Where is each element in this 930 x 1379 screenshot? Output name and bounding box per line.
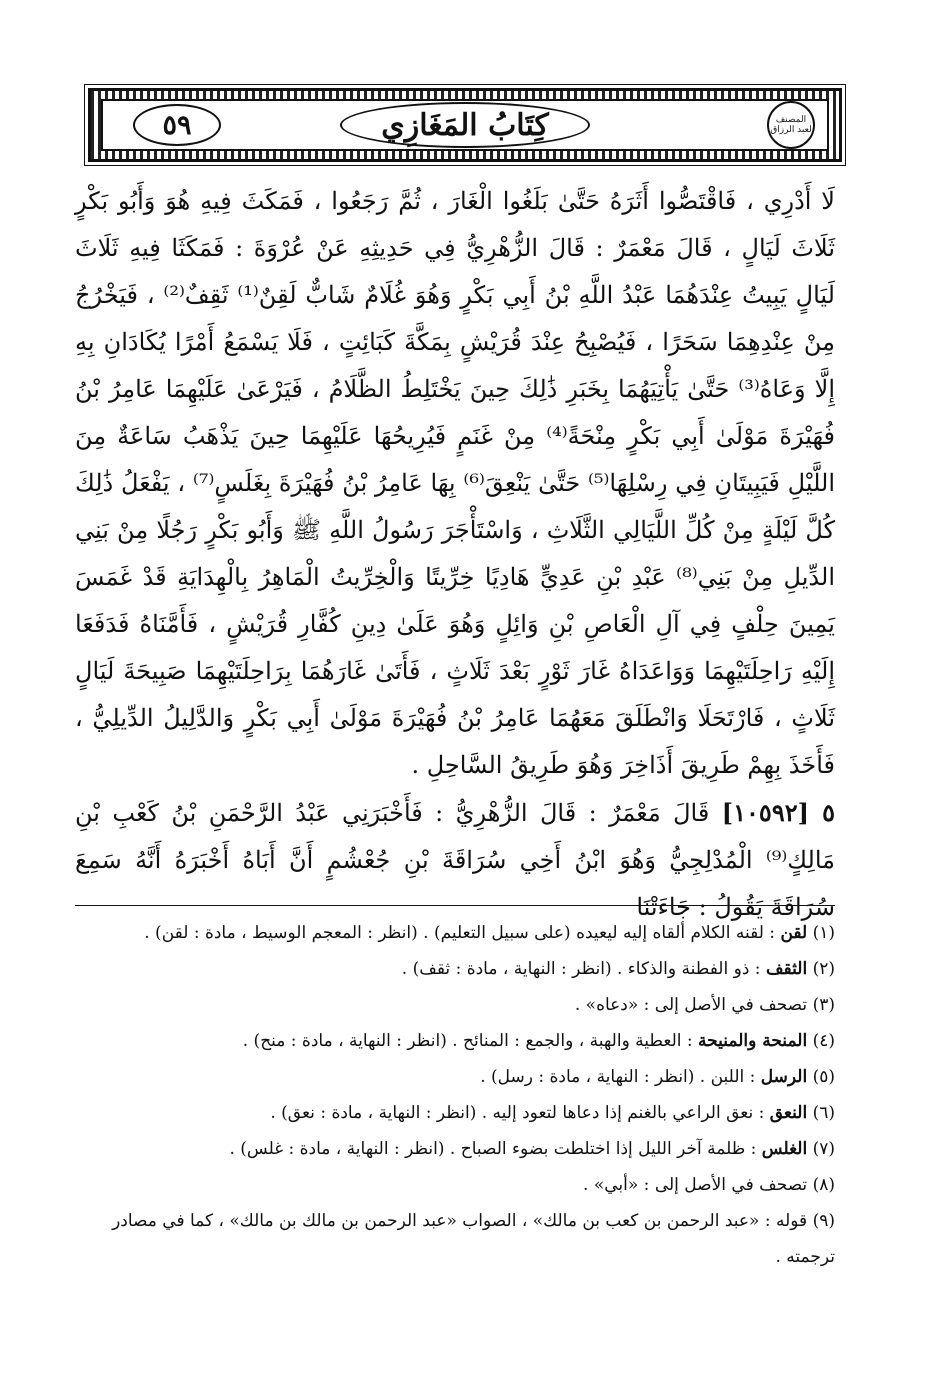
footnote: (٤) المنحة والمنيحة : العطية والهبة ، والجمع : المنائح . (انظر : النهاية ، مادة : منح) . [242, 1031, 835, 1051]
header-frame [101, 99, 829, 151]
main-text [75, 178, 835, 931]
paragraph-2-text: قَالَ مَعْمَرٌ : قَالَ الزُّهْرِيُّ : فَأَخْبَرَنِي عَبْدُ الرَّحْمَنِ بْنُ كَعْبِ بْنِ مَالِكٍ⁽⁹⁾ الْمُدْلِجِيُّ وَهُوَ ابْنُ أَخِي سُرَاقَةَ بْنِ جُعْشُمٍ أَنَّ أَبَاهُ أَخْبَرَهُ أَنَّهُ سَمِعَ سُرَاقَةَ يَقُولُ : جَاءَتْنَا [75, 799, 835, 921]
hadith-number: ٥ [١٠٥٩٢] [721, 798, 835, 827]
footnote: (٣) تصحف في الأصل إلى : «دعاه» . [574, 995, 835, 1015]
footnote: (٨) تصحف في الأصل إلى : «أبي» . [583, 1175, 835, 1195]
page-header [88, 88, 842, 162]
footnote: (٧) الغلس : ظلمة آخر الليل إذا اختلطت بضوء الصباح . (انظر : النهاية ، مادة : غلس) . [229, 1139, 835, 1159]
footnote: (٥) الرسل : اللبن . (انظر : النهاية ، مادة : رسل) . [480, 1067, 835, 1087]
paragraph-2 [75, 789, 835, 931]
chapter-title: كِتَابُ المَغَازِي [381, 107, 549, 143]
footnote: (٢) الثقف : ذو الفطنة والذكاء . (انظر : النهاية ، مادة : ثقف) . [401, 959, 835, 979]
footnote-continuation: ترجمته . [775, 1247, 835, 1267]
footnote: (٦) النعق : نعق الراعي بالغنم إذا دعاها لتعود إليه . (انظر : النهاية ، مادة : نعق) . [270, 1103, 835, 1123]
chapter-title-cartouche [340, 102, 590, 148]
emblem-text: المصنف لعبد الرزاق [770, 115, 812, 135]
footnote-divider [75, 905, 835, 906]
paragraph-1: لَا أَدْرِي ، فَاقْتَصُّوا أَثَرَهُ حَتَّىٰ بَلَغُوا الْغَارَ ، ثُمَّ رَجَعُوا ، فَمَكَثَ فِيهِ هُوَ وَأَبُو بَكْرٍ ثَلَاثَ لَيَالٍ ، قَالَ مَعْمَرٌ : قَالَ الزُّهْرِيُّ فِي حَدِيثِهِ عَنْ عُرْوَةَ : فَمَكَثَا فِيهِ ثَلَاثَ لَيَالٍ يَبِيتُ عِنْدَهُمَا عَبْدُ اللَّهِ بْنُ أَبِي بَكْرٍ وَهُوَ غُلَامٌ شَابٌّ لَقِنٌ⁽¹⁾ ثَقِفٌ⁽²⁾ ، فَيَخْرُجُ مِنْ عِنْدِهِمَا سَحَرًا ، فَيُصْبِحُ عِنْدَ قُرَيْشٍ بِمَكَّةَ كَبَائِتٍ ، فَلَا يَسْمَعُ أَمْرًا يُكَادَانِ بِهِ إِلَّا وَعَاهُ⁽³⁾ حَتَّىٰ يَأْتِيَهُمَا بِخَبَرِ ذَٰلِكَ حِينَ يَخْتَلِطُ الظَّلَامُ ، فَيَرْعَىٰ عَلَيْهِمَا عَامِرُ بْنُ فُهَيْرَةَ مَوْلَىٰ أَبِي بَكْرٍ مِنْحَةً⁽⁴⁾ مِنْ غَنَمٍ فَيُرِيحُهَا عَلَيْهِمَا حِينَ يَذْهَبُ سَاعَةٌ مِنَ اللَّيْلِ فَيَبِيتَانِ فِي رِسْلِهَا⁽⁵⁾ حَتَّىٰ يَنْعِقَ⁽⁶⁾ بِهَا عَامِرُ بْنُ فُهَيْرَةَ بِغَلَسٍ⁽⁷⁾ ، يَفْعَلُ ذَٰلِكَ كُلَّ لَيْلَةٍ مِنْ كُلِّ اللَّيَالِي الثَّلَاثِ ، وَاسْتَأْجَرَ رَسُولُ اللَّهِ ﷺ وَأَبُو بَكْرٍ رَجُلًا مِنْ بَنِي الدِّيلِ مِنْ بَنِي⁽⁸⁾ عَبْدِ بْنِ عَدِيٍّ هَادِيًا خِرِّيتًا وَالْخِرِّيتُ الْمَاهِرُ بِالْهِدَايَةِ قَدْ غَمَسَ يَمِينَ حِلْفٍ فِي آلِ الْعَاصِ بْنِ وَائِلٍ وَهُوَ عَلَىٰ دِينِ كُفَّارِ قُرَيْشٍ ، فَأَمَّنَاهُ فَدَفَعَا إِلَيْهِ رَاحِلَتَيْهِمَا وَوَاعَدَاهُ غَارَ ثَوْرٍ بَعْدَ ثَلَاثٍ ، فَأَتَىٰ غَارَهُمَا بِرَاحِلَتَيْهِمَا صَبِيحَةَ لَيَالٍ ثَلَاثٍ ، فَارْتَحَلَا وَانْطَلَقَ مَعَهُمَا عَامِرُ بْنُ فُهَيْرَةَ مَوْلَىٰ أَبِي بَكْرٍ وَالدَّلِيلُ الدِّيلِيُّ ، فَأَخَذَ بِهِمْ طَرِيقَ أَذَاخِرَ وَهُوَ طَرِيقُ السَّاحِلِ . [75, 187, 836, 779]
book-emblem [767, 101, 815, 149]
footnotes [75, 915, 835, 1275]
page-number-cartouche [133, 104, 221, 146]
footnote: (١) لقن : لقنه الكلام ألقاه إليه ليعيده (على سبيل التعليم) . (انظر : المعجم الوسيط ، مادة : لقن) . [144, 923, 835, 943]
page-number: ٥٩ [162, 109, 192, 141]
footnote: (٩) قوله : «عبد الرحمن بن كعب بن مالك» ، الصواب «عبد الرحمن بن مالك بن مالك» ، كما في مصادر [112, 1211, 835, 1231]
